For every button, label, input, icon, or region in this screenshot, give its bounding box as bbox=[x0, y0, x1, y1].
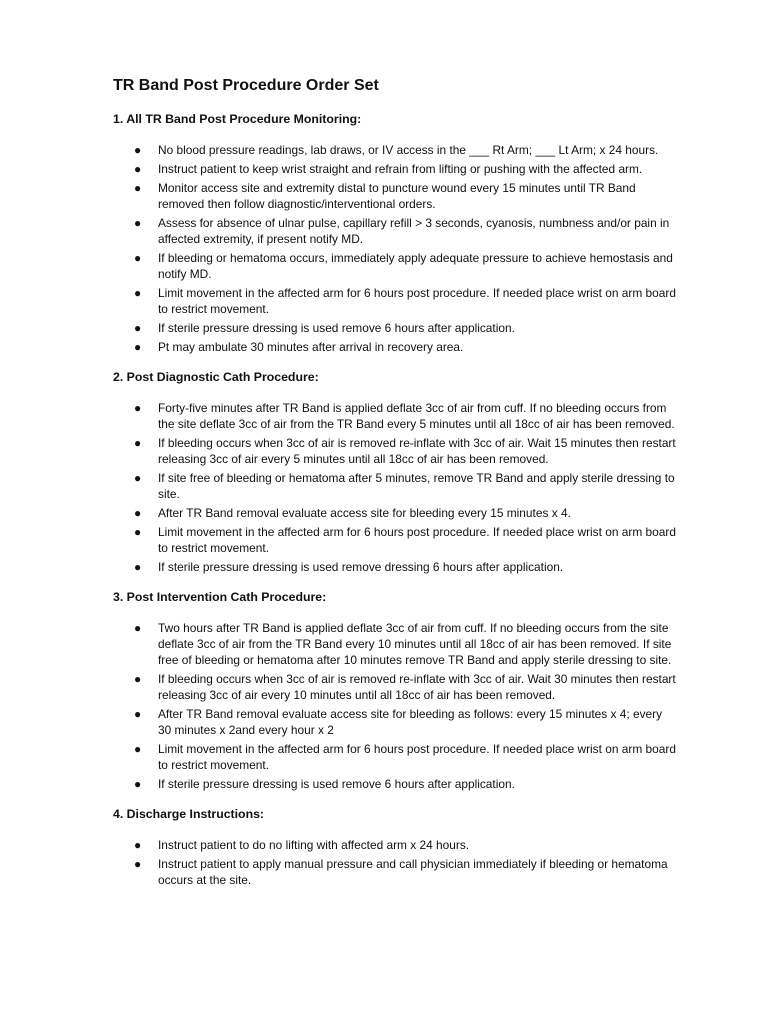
list-item-text: If sterile pressure dressing is used remove 6 hours after application. bbox=[158, 777, 515, 791]
bullet-dot-icon: ● bbox=[134, 672, 142, 686]
list-item-text: Monitor access site and extremity distal to puncture wound every 15 minutes until TR Band removed then follow diagnostic/interventional orders. bbox=[158, 181, 636, 211]
list-item bbox=[113, 161, 678, 177]
list-item-text: Limit movement in the affected arm for 6 hours post procedure. If needed place wrist on arm board to restrict movement. bbox=[158, 742, 676, 772]
bullet-list bbox=[113, 837, 708, 888]
list-item-text: If sterile pressure dressing is used remove 6 hours after application. bbox=[158, 321, 515, 335]
section-2 bbox=[113, 369, 708, 575]
list-item-text: If bleeding or hematoma occurs, immediately apply adequate pressure to achieve hemostasis and notify MD. bbox=[158, 251, 673, 281]
list-item bbox=[113, 559, 678, 575]
section-heading: 2. Post Diagnostic Cath Procedure: bbox=[113, 370, 319, 384]
list-item bbox=[113, 620, 678, 668]
list-item-text: No blood pressure readings, lab draws, or IV access in the ___ Rt Arm; ___ Lt Arm; x 24 hours. bbox=[158, 143, 659, 157]
section-4 bbox=[113, 806, 708, 888]
list-item-text: After TR Band removal evaluate access site for bleeding as follows: every 15 minutes x 4; every 30 minutes x 2and every hour x 2 bbox=[158, 707, 663, 737]
list-item bbox=[113, 320, 678, 336]
list-item bbox=[113, 776, 678, 792]
list-item bbox=[113, 741, 678, 773]
list-item bbox=[113, 400, 678, 432]
bullet-dot-icon: ● bbox=[134, 525, 142, 539]
list-item-text: Forty-five minutes after TR Band is applied deflate 3cc of air from cuff. If no bleeding occurs from the site deflate 3cc of air from the TR Band every 5 minutes until all 18cc of air has been removed. bbox=[158, 401, 675, 431]
bullet-dot-icon: ● bbox=[134, 707, 142, 721]
list-item-text: If sterile pressure dressing is used remove dressing 6 hours after application. bbox=[158, 560, 564, 574]
bullet-dot-icon: ● bbox=[134, 321, 142, 335]
bullet-dot-icon: ● bbox=[134, 251, 142, 265]
list-item-text: Instruct patient to apply manual pressure and call physician immediately if bleeding or hematoma occurs at the site. bbox=[158, 857, 668, 887]
bullet-dot-icon: ● bbox=[134, 621, 142, 635]
list-item bbox=[113, 470, 678, 502]
bullet-list bbox=[113, 142, 708, 355]
section-heading: 4. Discharge Instructions: bbox=[113, 807, 265, 821]
bullet-dot-icon: ● bbox=[134, 742, 142, 756]
bullet-dot-icon: ● bbox=[134, 340, 142, 354]
list-item bbox=[113, 856, 678, 888]
list-item-text: If bleeding occurs when 3cc of air is removed re-inflate with 3cc of air. Wait 30 minutes then restart releasing 3cc of air every 10 minutes until all 18cc of air has been removed. bbox=[158, 672, 676, 702]
list-item-text: If site free of bleeding or hematoma after 5 minutes, remove TR Band and apply sterile dressing to site. bbox=[158, 471, 675, 501]
section-1 bbox=[113, 111, 708, 355]
bullet-dot-icon: ● bbox=[134, 506, 142, 520]
list-item-text: Two hours after TR Band is applied deflate 3cc of air from cuff. If no bleeding occurs from the site deflate 3cc of air from the TR Band every 10 minutes until all 18cc of air has been removed. If site free of bleeding or hematoma after 10 minutes remove TR Band and apply sterile dressing to site. bbox=[158, 621, 672, 667]
bullet-dot-icon: ● bbox=[134, 286, 142, 300]
list-item-text: If bleeding occurs when 3cc of air is removed re-inflate with 3cc of air. Wait 15 minutes then restart releasing 3cc of air every 5 minutes until all 18cc of air has been removed. bbox=[158, 436, 676, 466]
list-item bbox=[113, 505, 678, 521]
list-item-text: Instruct patient to keep wrist straight and refrain from lifting or pushing with the affected arm. bbox=[158, 162, 643, 176]
list-item-text: After TR Band removal evaluate access site for bleeding every 15 minutes x 4. bbox=[158, 506, 571, 520]
list-item bbox=[113, 671, 678, 703]
bullet-dot-icon: ● bbox=[134, 162, 142, 176]
bullet-list bbox=[113, 620, 708, 792]
bullet-dot-icon: ● bbox=[134, 560, 142, 574]
list-item bbox=[113, 180, 678, 212]
bullet-list bbox=[113, 400, 708, 575]
bullet-dot-icon: ● bbox=[134, 838, 142, 852]
list-item bbox=[113, 706, 678, 738]
list-item-text: Pt may ambulate 30 minutes after arrival in recovery area. bbox=[158, 340, 464, 354]
list-item bbox=[113, 142, 678, 158]
bullet-dot-icon: ● bbox=[134, 401, 142, 415]
bullet-dot-icon: ● bbox=[134, 777, 142, 791]
list-item bbox=[113, 837, 678, 853]
list-item-text: Assess for absence of ulnar pulse, capillary refill > 3 seconds, cyanosis, numbness and/or pain in affected extremity, if present notify MD. bbox=[158, 216, 670, 246]
sections-container bbox=[113, 111, 708, 888]
list-item bbox=[113, 339, 678, 355]
bullet-dot-icon: ● bbox=[134, 143, 142, 157]
list-item bbox=[113, 285, 678, 317]
section-heading: 3. Post Intervention Cath Procedure: bbox=[113, 590, 327, 604]
list-item bbox=[113, 524, 678, 556]
list-item bbox=[113, 435, 678, 467]
document-title: TR Band Post Procedure Order Set bbox=[113, 77, 379, 94]
section-heading: 1. All TR Band Post Procedure Monitoring: bbox=[113, 112, 362, 126]
section-3 bbox=[113, 589, 708, 792]
list-item bbox=[113, 250, 678, 282]
bullet-dot-icon: ● bbox=[134, 181, 142, 195]
bullet-dot-icon: ● bbox=[134, 216, 142, 230]
bullet-dot-icon: ● bbox=[134, 436, 142, 450]
list-item bbox=[113, 215, 678, 247]
list-item-text: Limit movement in the affected arm for 6 hours post procedure. If needed place wrist on arm board to restrict movement. bbox=[158, 525, 676, 555]
list-item-text: Instruct patient to do no lifting with affected arm x 24 hours. bbox=[158, 838, 470, 852]
bullet-dot-icon: ● bbox=[134, 471, 142, 485]
list-item-text: Limit movement in the affected arm for 6 hours post procedure. If needed place wrist on arm board to restrict movement. bbox=[158, 286, 676, 316]
bullet-dot-icon: ● bbox=[134, 857, 142, 871]
